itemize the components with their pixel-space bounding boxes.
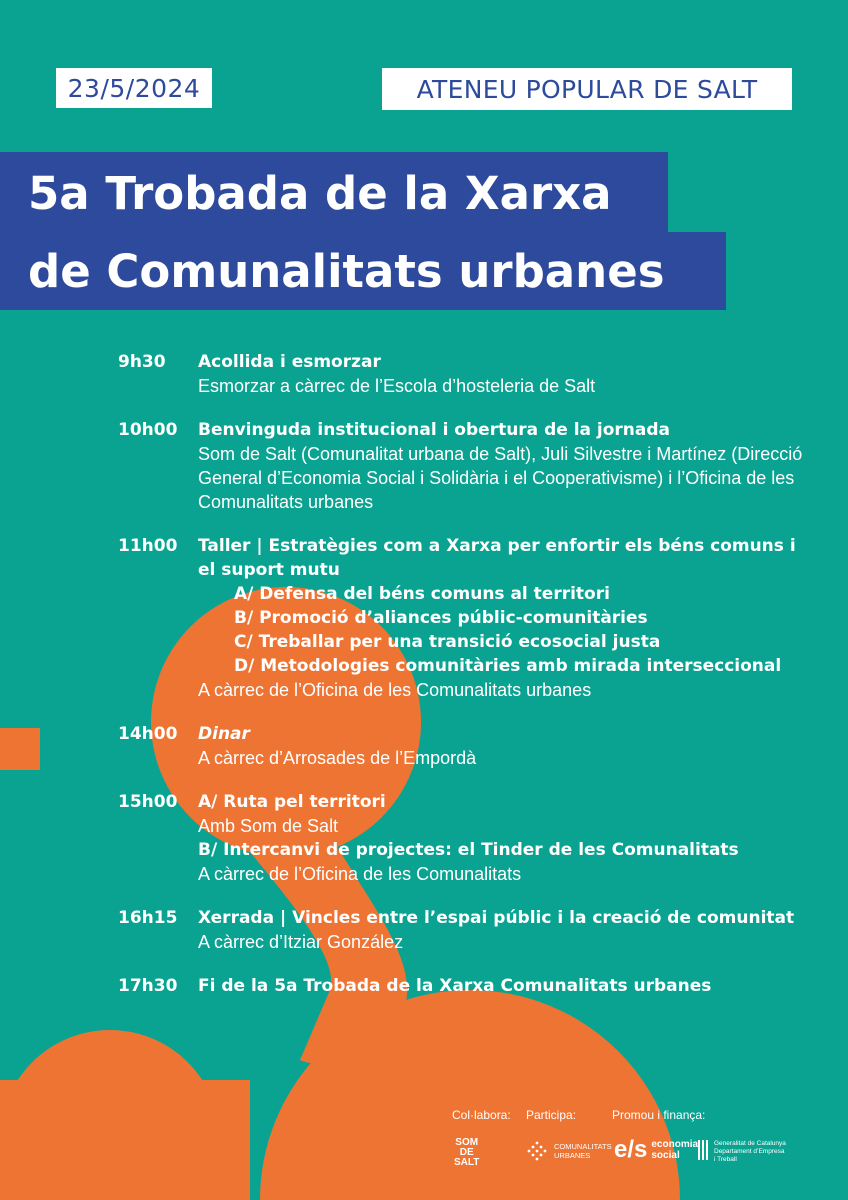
sponsor-logos bbox=[452, 1108, 812, 1178]
session-description-a: Amb Som de Salt bbox=[198, 816, 339, 836]
program-schedule bbox=[118, 350, 818, 1018]
logo-text: URBANES bbox=[554, 1151, 591, 1160]
workshop-option-a: A/ Defensa del béns comuns al territori bbox=[234, 584, 610, 604]
promou-label: Promou i finança: bbox=[612, 1108, 706, 1122]
event-title-line-1: 5a Trobada de la Xarxa bbox=[0, 152, 668, 234]
session-content bbox=[198, 790, 818, 886]
logo-text: economia bbox=[651, 1139, 699, 1150]
session-content bbox=[198, 722, 818, 770]
session-heading: Taller | Estratègies com a Xarxa per enfortir els béns comuns i el suport mutu bbox=[198, 536, 796, 580]
session-content bbox=[198, 350, 818, 398]
logo-text: social bbox=[651, 1150, 680, 1161]
session-description: Som de Salt (Comunalitat urbana de Salt), Juli Silvestre i Martínez (Direcció General d’Economia Social i Solidària i el Cooperativisme) i l’Oficina de les Comunalitats urbanes bbox=[198, 444, 803, 512]
session-description: A càrrec d’Itziar González bbox=[198, 932, 404, 952]
session-content bbox=[198, 418, 818, 514]
session-1730 bbox=[118, 974, 818, 998]
session-description: A càrrec d’Arrosades de l’Empordà bbox=[198, 748, 477, 768]
workshop-option-d: D/ Metodologies comunitàries amb mirada interseccional bbox=[234, 656, 782, 676]
session-time: 10h00 bbox=[118, 420, 178, 440]
session-description: Esmorzar a càrrec de l’Escola d’hosteleria de Salt bbox=[198, 376, 596, 396]
session-time: 15h00 bbox=[118, 792, 178, 812]
event-date: 23/5/2024 bbox=[56, 68, 212, 108]
session-content bbox=[198, 534, 818, 702]
logo-text: Generalitat de Catalunya bbox=[714, 1140, 786, 1147]
session-time: 17h30 bbox=[118, 976, 178, 996]
event-venue: ATENEU POPULAR DE SALT bbox=[382, 68, 792, 110]
session-description: A càrrec de l’Oficina de les Comunalitats urbanes bbox=[198, 680, 592, 700]
logo-text: Departament d’Empresa bbox=[714, 1148, 785, 1155]
session-heading: Xerrada | Vincles entre l’espai públic i la creació de comunitat bbox=[198, 908, 795, 928]
participa-label: Participa: bbox=[526, 1108, 577, 1122]
logo-text: SOM bbox=[455, 1137, 479, 1148]
session-heading-b: B/ Intercanvi de projectes: el Tinder de les Comunalitats bbox=[198, 840, 739, 860]
session-1100 bbox=[118, 534, 818, 702]
session-content bbox=[198, 906, 818, 954]
session-1000 bbox=[118, 418, 818, 514]
session-time: 11h00 bbox=[118, 536, 178, 556]
dots-icon bbox=[526, 1140, 548, 1162]
session-content bbox=[198, 974, 818, 998]
session-0930 bbox=[118, 350, 818, 398]
workshop-option-b: B/ Promoció d’aliances públic-comunitàries bbox=[234, 608, 648, 628]
event-title-line-2: de Comunalitats urbanes bbox=[0, 232, 726, 310]
som-de-salt-logo bbox=[454, 1138, 479, 1168]
logo-text: SALT bbox=[454, 1157, 480, 1168]
session-time: 14h00 bbox=[118, 724, 178, 744]
es-mark-icon: e/s bbox=[614, 1136, 648, 1163]
session-heading-a: A/ Ruta pel territori bbox=[198, 792, 386, 812]
session-1400 bbox=[118, 722, 818, 770]
session-heading: Dinar bbox=[198, 724, 250, 744]
session-heading: Benvinguda institucional i obertura de la jornada bbox=[198, 420, 671, 440]
logo-text: DE bbox=[459, 1147, 474, 1158]
session-heading: Acollida i esmorzar bbox=[198, 352, 381, 372]
comunalitats-urbanes-logo bbox=[526, 1140, 612, 1162]
logo-text: i Treball bbox=[714, 1156, 737, 1163]
generalitat-logo bbox=[698, 1140, 786, 1164]
session-1500 bbox=[118, 790, 818, 886]
logo-text: COMUNALITATS bbox=[554, 1142, 612, 1151]
session-time: 9h30 bbox=[118, 352, 166, 372]
session-time: 16h15 bbox=[118, 908, 178, 928]
senyera-icon bbox=[698, 1140, 710, 1160]
collabora-label: Col·labora: bbox=[452, 1108, 511, 1122]
workshop-option-c: C/ Treballar per una transició ecosocial justa bbox=[234, 632, 661, 652]
session-1615 bbox=[118, 906, 818, 954]
session-description-b: A càrrec de l’Oficina de les Comunalitats bbox=[198, 864, 522, 884]
economia-social-logo bbox=[614, 1138, 698, 1162]
session-heading: Fi de la 5a Trobada de la Xarxa Comunalitats urbanes bbox=[198, 976, 712, 996]
